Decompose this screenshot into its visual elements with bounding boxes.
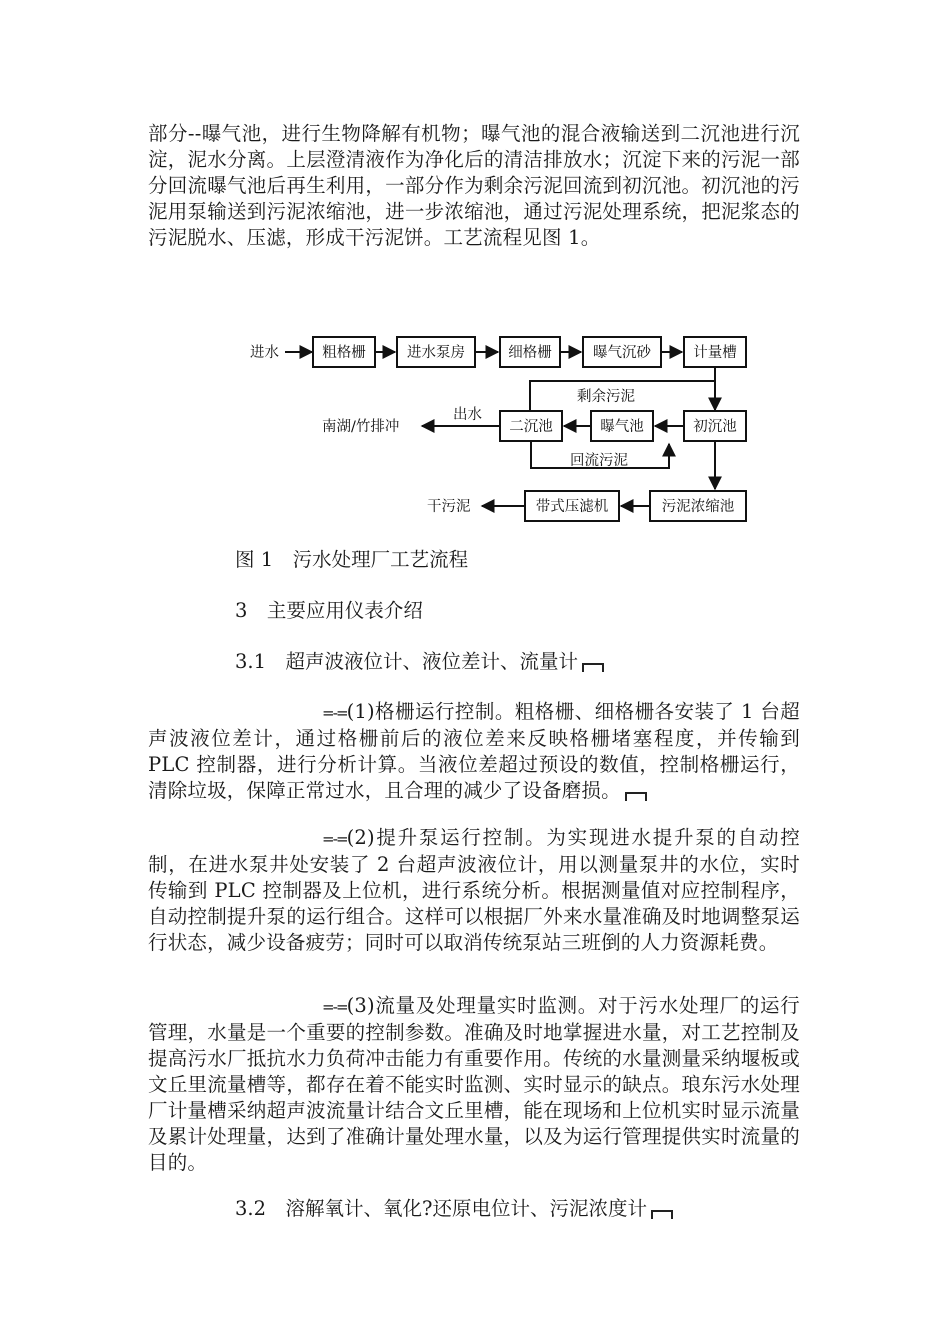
label-belt-press: 带式压滤机 bbox=[535, 499, 609, 515]
item-marker: =-= bbox=[322, 830, 347, 848]
section-3-2-heading bbox=[235, 1196, 673, 1222]
label-fine-screen: 细格栅 bbox=[508, 345, 552, 361]
item-2-text: (2)提升泵运行控制。为实现进水提升泵的自动控制，在进水泵井处安装了 2 台超声波液位计，用以测量泵井的水位，实时传输到 PLC 控制器及上位机，进行系统分析。根据测量值对应控制程序，自动控制提升泵的运行组合。这样可以根据厂外来水量准确及时地调整泵运行状态，减少设备疲劳；同时可以取消传统泵站三班倒的人力资源耗费。 bbox=[148, 826, 800, 954]
label-return-sludge: 回流污泥 bbox=[570, 453, 628, 469]
item-marker: =-= bbox=[322, 704, 347, 722]
item-marker: =-= bbox=[322, 998, 347, 1016]
item-1-paragraph bbox=[148, 699, 800, 804]
label-metering-tank: 计量槽 bbox=[693, 345, 737, 361]
layout-corner-mark bbox=[582, 663, 604, 672]
label-discharge: 南湖/竹排冲 bbox=[322, 419, 400, 435]
label-inflow: 进水 bbox=[250, 345, 279, 361]
label-coarse-screen: 粗格栅 bbox=[322, 345, 366, 361]
label-thickener: 污泥浓缩池 bbox=[661, 499, 735, 515]
item-1-text: (1)格栅运行控制。粗格栅、细格栅各安装了 1 台超声波液位差计，通过格栅前后的液位差来反映格栅堵塞程度，并传输到 PLC 控制器，进行分析计算。当液位差超过预设的数值，控制格栅运行，清除垃圾，保障正常过水，且合理的减少了设备磨损。 bbox=[148, 700, 800, 802]
label-aeration-tank: 曝气池 bbox=[600, 419, 644, 435]
label-excess-sludge: 剩余污泥 bbox=[577, 389, 635, 405]
layout-corner-mark bbox=[651, 1210, 673, 1219]
item-3-text: (3)流量及处理量实时监测。对于污水处理厂的运行管理，水量是一个重要的控制参数。准确及时地掌握进水量，对工艺控制及提高污水厂抵抗水力负荷冲击能力有重要作用。传统的水量测量采纳堰板或文丘里流量槽等，都存在着不能实时监测、实时显示的缺点。琅东污水处理厂计量槽采纳超声波流量计结合文丘里槽，能在现场和上位机实时显示流量及累计处理量，达到了准确计量处理水量，以及为运行管理提供实时流量的目的。 bbox=[148, 994, 800, 1174]
layout-corner-mark bbox=[625, 792, 647, 801]
section-3-1-text: 3.1 超声波液位计、液位差计、流量计 bbox=[235, 650, 579, 673]
item-3-paragraph bbox=[148, 993, 800, 1176]
label-outflow: 出水 bbox=[453, 407, 482, 423]
process-flow-diagram bbox=[240, 325, 780, 525]
item-2-paragraph bbox=[148, 825, 800, 956]
label-dry-sludge: 干污泥 bbox=[427, 499, 471, 515]
figure-caption: 图 1 污水处理厂工艺流程 bbox=[235, 548, 469, 571]
section-3-1-heading bbox=[235, 649, 604, 675]
section-3-2-text: 3.2 溶解氧计、氧化?还原电位计、污泥浓度计 bbox=[235, 1197, 647, 1220]
label-aerated-grit: 曝气沉砂 bbox=[593, 345, 651, 361]
label-primary-clarifier: 初沉池 bbox=[693, 419, 737, 435]
intro-paragraph: 部分--曝气池，进行生物降解有机物；曝气池的混合液输送到二沉池进行沉淀，泥水分离。上层澄清液作为净化后的清洁排放水；沉淀下来的污泥一部分回流曝气池后再生利用，一部分作为剩余污泥回流到初沉池。初沉池的污泥用泵输送到污泥浓缩池，进一步浓缩池，通过污泥处理系统，把泥浆态的污泥脱水、压滤，形成干污泥饼。工艺流程见图 1。 bbox=[148, 122, 800, 249]
label-intake-pump: 进水泵房 bbox=[407, 345, 465, 361]
label-secondary-clarifier: 二沉池 bbox=[509, 419, 553, 435]
section-3-heading: 3 主要应用仪表介绍 bbox=[235, 599, 423, 622]
